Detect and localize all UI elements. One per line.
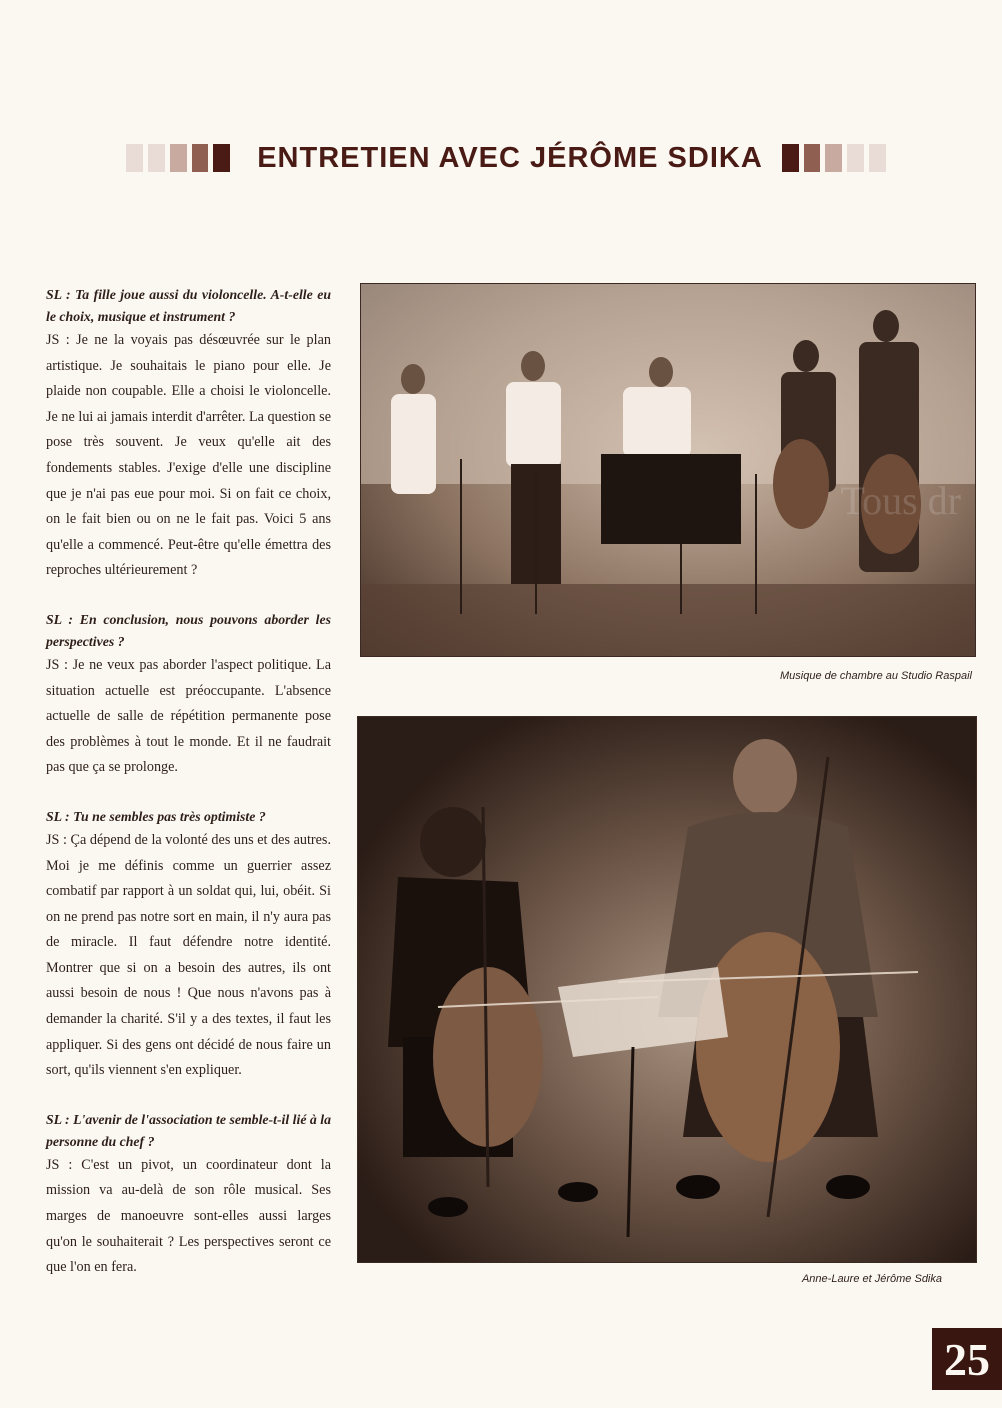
decorative-square <box>869 144 886 172</box>
photo-caption: Musique de chambre au Studio Raspail <box>779 670 972 682</box>
page-number: 25 <box>932 1328 1002 1390</box>
decorative-square <box>782 144 799 172</box>
interview-answer: JS : Je ne veux pas aborder l'aspect politique. La situation actuelle est préoccupante. L'absence actuelle de salle de répétition permanente pose des problèmes à tout le monde. Et il ne faudrait pas que ça se prolonge. <box>46 656 331 776</box>
interview-block <box>46 1109 331 1281</box>
interview-answer: JS : Ça dépend de la volonté des uns et des autres. Moi je me définis comme un guerrier assez combatif par rapport à un soldat qui, lui, obéit. Si on ne prend pas notre sort en main, il n'y aura pas de miracle. Il faut défendre notre identité. Montrer que si on a besoin des autres, ils ont aussi besoin de nous ! Que nous n'avons pas à demander la charité. S'il y a des textes, il faut les appliquer. Si des gens ont décidé de nous faire un sort, qu'ils viennent s'en expliquer. <box>46 831 331 1079</box>
decorative-square <box>170 144 187 172</box>
decorative-square <box>126 144 143 172</box>
photo-caption: Anne-Laure et Jérôme Sdika <box>801 1273 942 1285</box>
decorative-square <box>804 144 821 172</box>
interview-column <box>46 284 331 1306</box>
decorative-square <box>213 144 230 172</box>
svg-text:Tous dr: Tous dr <box>840 478 961 523</box>
decorative-square <box>192 144 209 172</box>
interview-question: SL : L'avenir de l'association te semble-t-il lié à la personne du chef ? <box>46 1111 331 1149</box>
interview-question: SL : Ta fille joue aussi du violoncelle. A-t-elle eu le choix, musique et instrument ? <box>46 287 331 324</box>
page-title: ENTRETIEN AVEC JÉRÔME SDIKA <box>257 141 763 174</box>
decorative-square <box>825 144 842 172</box>
interview-answer: JS : Je ne la voyais pas désœuvrée sur le plan artistique. Je souhaitais le piano pour elle. Je plaide non coupable. Elle a choisi le violoncelle. Je ne lui ai jamais interdit d'arrêter. La question se pose très souvent. Je veux qu'elle ait des fondements stables. J'exige d'elle une discipline que je n'ai pas eue pour moi. Si on fait ce choix, on le fait bien ou on ne le fait pas. Voici 5 ans qu'elle a commencé. Peut-être qu'elle émettra des reproches ultérieurement ? <box>46 332 331 579</box>
interview-answer: JS : C'est un pivot, un coordinateur dont la mission va au-delà de son rôle musical. Ses marges de manoeuvre sont-elles aussi larges qu'on le souhaiterait ? Les perspectives seront ce que l'on en fera. <box>46 1156 331 1276</box>
interview-question: SL : Tu ne sembles pas très optimiste ? <box>46 808 266 824</box>
decorative-square <box>148 144 165 172</box>
chamber-music-photo <box>360 283 976 657</box>
interview-block <box>46 806 331 1084</box>
interview-question: SL : En conclusion, nous pouvons aborder les perspectives ? <box>46 611 331 649</box>
interview-block <box>46 609 331 781</box>
interview-block <box>46 284 331 584</box>
duo-cello-photo <box>357 716 977 1263</box>
page-header <box>126 138 886 178</box>
decorative-square <box>847 144 864 172</box>
